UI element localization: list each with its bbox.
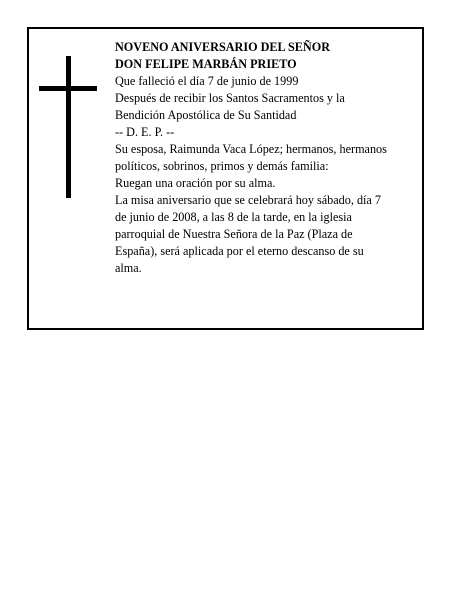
cross-icon <box>39 56 97 198</box>
prayer-request-line: Ruegan una oración por su alma. <box>115 176 276 190</box>
family-line-1: Su esposa, Raimunda Vaca López; hermanos, hermanos <box>115 142 387 156</box>
cross-vertical-bar <box>66 56 71 198</box>
mass-line-5: alma. <box>115 261 142 275</box>
obituary-notice <box>27 27 424 330</box>
rip-line: -- D. E. P. -- <box>115 125 175 139</box>
notice-heading-line-1: NOVENO ANIVERSARIO DEL SEÑOR <box>115 40 331 54</box>
mass-line-2: de junio de 2008, a las 8 de la tarde, en la iglesia <box>115 210 352 224</box>
mass-line-4: España), será aplicada por el eterno descanso de su <box>115 244 364 258</box>
family-line-2: políticos, sobrinos, primos y demás familia: <box>115 159 329 173</box>
notice-text <box>115 39 415 277</box>
death-date-line: Que falleció el día 7 de junio de 1999 <box>115 74 299 88</box>
mass-line-3: parroquial de Nuestra Señora de la Paz (Plaza de <box>115 227 353 241</box>
sacraments-line: Después de recibir los Santos Sacramentos y la <box>115 91 345 105</box>
mass-line-1: La misa aniversario que se celebrará hoy sábado, día 7 <box>115 193 381 207</box>
cross-horizontal-bar <box>39 86 97 91</box>
blessing-line: Bendición Apostólica de Su Santidad <box>115 108 297 122</box>
notice-heading-line-2: DON FELIPE MARBÁN PRIETO <box>115 57 297 71</box>
